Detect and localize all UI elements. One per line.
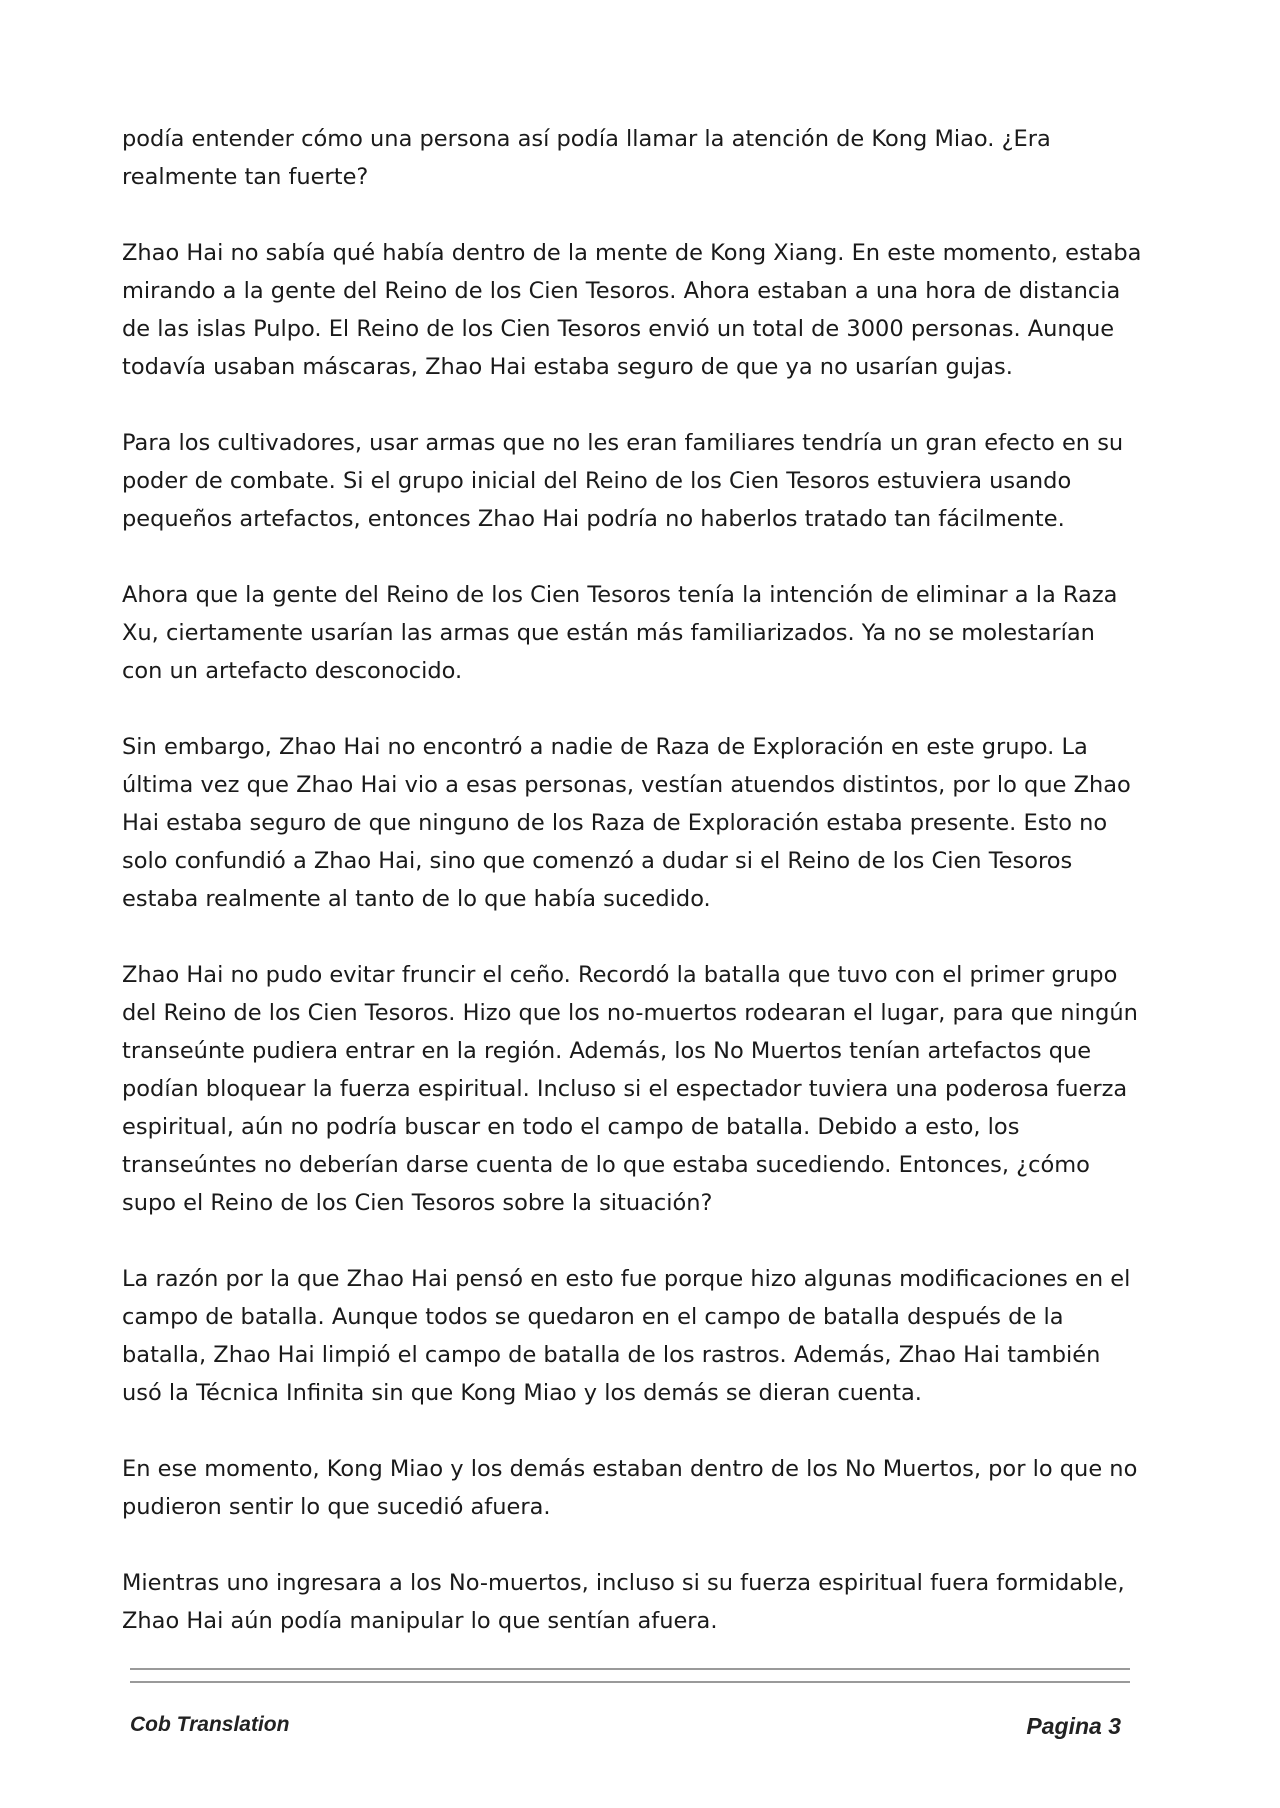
paragraph: Para los cultivadores, usar armas que no les eran familiares tendría un gran efecto en su poder de combate. Si el grupo inicial del Reino de los Cien Tesoros estuviera usando pequeños artefactos, entonces Zhao Hai podría no haberlos tratado tan fácilmente. (122, 430, 1124, 532)
footer-divider-bottom (130, 1681, 1130, 1683)
paragraph: Ahora que la gente del Reino de los Cien Tesoros tenía la intención de eliminar a la Raza Xu, ciertamente usarían las armas que están más familiarizados. Ya no se molestarían con un artefacto desconocido. (122, 582, 1118, 684)
footer-page-number: Pagina 3 (1026, 1713, 1121, 1739)
paragraph: En ese momento, Kong Miao y los demás estaban dentro de los No Muertos, por lo que no pudieron sentir lo que sucedió afuera. (122, 1456, 1138, 1520)
paragraph: La razón por la que Zhao Hai pensó en esto fue porque hizo algunas modificaciones en el campo de batalla. Aunque todos se quedaron en el campo de batalla después de la batalla, Zhao Hai limpió el campo de batalla de los rastros. Además, Zhao Hai también usó la Técnica Infinita sin que Kong Miao y los demás se dieran cuenta. (122, 1266, 1131, 1406)
paragraph: Zhao Hai no pudo evitar fruncir el ceño. Recordó la batalla que tuvo con el primer grupo del Reino de los Cien Tesoros. Hizo que los no-muertos rodearan el lugar, para que ningún transeúnte pudiera entrar en la región. Además, los No Muertos tenían artefactos que podían bloquear la fuerza espiritual. Incluso si el espectador tuviera una poderosa fuerza espiritual, aún no podría buscar en todo el campo de batalla. Debido a esto, los transeúntes no deberían darse cuenta de lo que estaba sucediendo. Entonces, ¿cómo supo el Reino de los Cien Tesoros sobre la situación? (122, 962, 1138, 1216)
paragraph: Mientras uno ingresara a los No-muertos, incluso si su fuerza espiritual fuera formidable, Zhao Hai aún podía manipular lo que sentían afuera. (122, 1570, 1125, 1634)
footer-translator-credit: Cob Translation (130, 1713, 290, 1736)
paragraph: Zhao Hai no sabía qué había dentro de la mente de Kong Xiang. En este momento, estaba mirando a la gente del Reino de los Cien Tesoros. Ahora estaban a una hora de distancia de las islas Pulpo. El Reino de los Cien Tesoros envió un total de 3000 personas. Aunque todavía usaban máscaras, Zhao Hai estaba seguro de que ya no usarían gujas. (122, 240, 1142, 380)
paragraph: podía entender cómo una persona así podía llamar la atención de Kong Miao. ¿Era realmente tan fuerte? (122, 126, 1051, 190)
footer-divider-top (130, 1668, 1130, 1670)
paragraph: Sin embargo, Zhao Hai no encontró a nadie de Raza de Exploración en este grupo. La última vez que Zhao Hai vio a esas personas, vestían atuendos distintos, por lo que Zhao Hai estaba seguro de que ninguno de los Raza de Exploración estaba presente. Esto no solo confundió a Zhao Hai, sino que comenzó a dudar si el Reino de los Cien Tesoros estaba realmente al tanto de lo que había sucedido. (122, 734, 1131, 912)
body-text (122, 120, 1142, 1678)
